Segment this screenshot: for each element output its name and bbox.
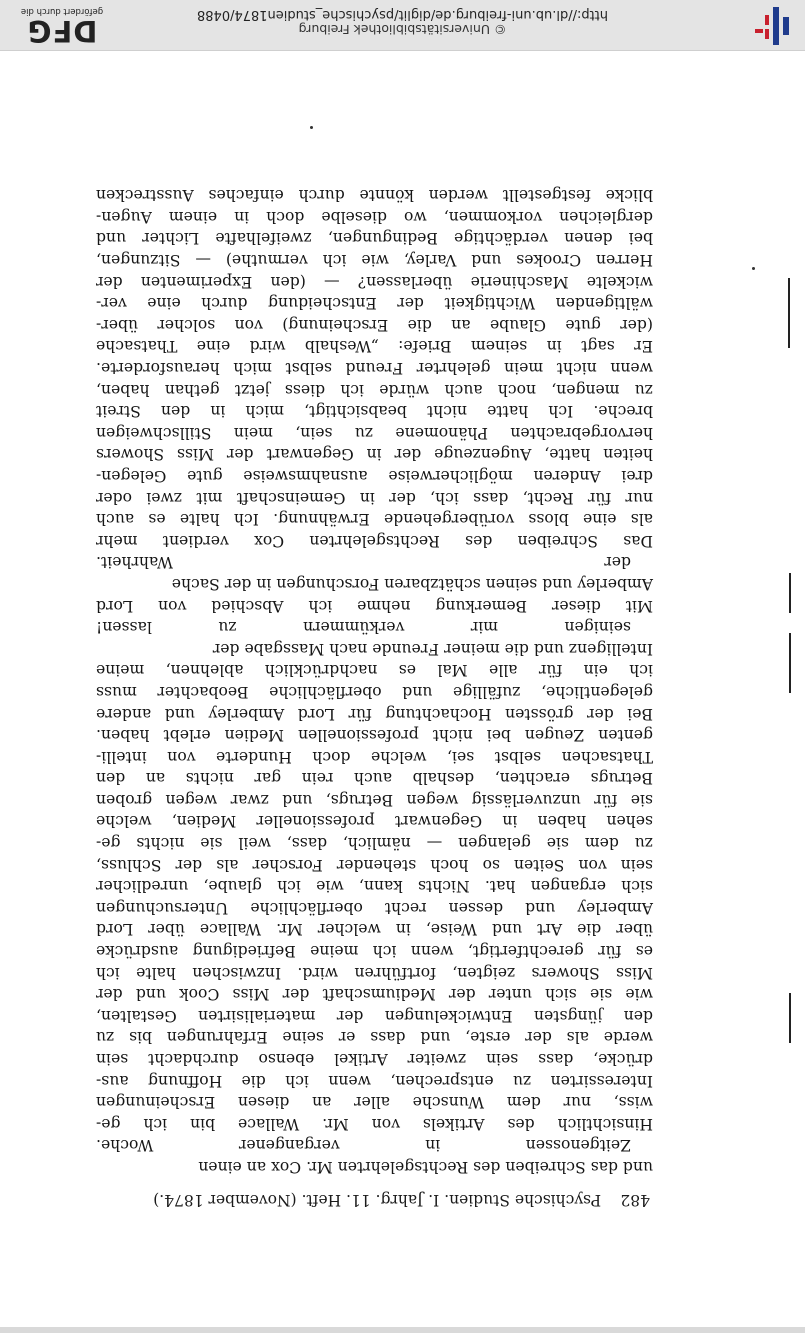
text-line: breche. Ich hatte nicht beabsichtigt, mich in den Streit <box>96 402 653 421</box>
text-line: Thatsachen selbst sei, welche doch Hunderte von intelli- <box>96 747 653 766</box>
text-line: heiten hatte, Augenzeuge der in Gegenwart der Miss Showers <box>96 445 653 464</box>
text-line: Herren Crookes und Varley, wie ich vermuthe) — Sitzungen, <box>96 251 653 270</box>
text-line: Betrugs erachten, deshalb auch rein gar nichts an den <box>96 769 653 788</box>
text-line: den jüngsten Entwickelungen der materialisirten Gestalten, <box>96 1006 653 1025</box>
text-line: sehen haben in Gegenwart professioneller Medien, welche <box>96 812 653 831</box>
text-line: dergleichen vorkommen, wo dieselbe doch in einem Augen- <box>96 207 653 226</box>
text-line: Intelligenz und die meiner Freunde nach Massgabe der <box>212 639 653 658</box>
text-line: bei denen verdächtige Bedingungen, zweifelhafte Lichter und <box>96 229 653 248</box>
text-line: genten Zeugen bei nicht professionellen Medien erlebt haben. <box>96 726 653 745</box>
university-library-logo-icon <box>751 5 795 47</box>
text-line: zu dem sie gelangen — nämlich, dass, weil sie nichts ge- <box>96 834 653 853</box>
text-line: werde als der erste, und dass er seine Erfahrungen bis zu <box>96 1028 653 1047</box>
text-line: Bei der grössten Hochachtung für Lord Amberley und andere <box>96 704 653 723</box>
dfg-logo-subtitle: gefördert durch die <box>20 6 104 16</box>
text-line: ich ein für alle Mal es nachdrücklich ablehnen, meine <box>96 661 653 680</box>
scan-speck <box>752 267 755 270</box>
text-line: Zeitgenossen in vergangener Woche. <box>96 1136 631 1155</box>
margin-mark <box>789 633 791 693</box>
text-line: drücke, dass sein zweiter Artikel ebenso durchdacht sein <box>96 1050 653 1069</box>
text-line: wickelte Maschinerie überlassen? — (den Experimenten der <box>96 272 653 291</box>
text-line: drei Anderen möglicherweise ausnahmsweise gute Gelegen- <box>96 467 653 485</box>
text-line: nur für Recht, dass ich, der in Gemeinschaft mit zwei oder <box>96 488 653 507</box>
text-line: sie für unzuverlässig wegen Betrugs, und zwar wegen groben <box>96 790 653 809</box>
text-line: blicke festgestellt werden könnte durch einfaches Ausstrecken <box>96 186 653 205</box>
scan-speck <box>310 126 313 129</box>
text-line: wie sie sich unter der Mediumschaft der Miss Cook und der <box>96 985 653 1004</box>
text-line: wenn nicht mein gelehrter Freund selbst mich herausforderte. <box>96 359 653 378</box>
running-head <box>95 1191 650 1209</box>
text-line: Er sagt in seinem Briefe: „Weshalb wird eine Thatsache <box>96 337 653 356</box>
margin-mark <box>788 278 790 348</box>
text-line: Das Schreiben des Rechtsgelehrten Cox verdient mehr <box>96 531 653 550</box>
running-title: Psychische Studien. I. Jahrg. 11. Heft. (November 1874.) <box>153 1191 602 1209</box>
margin-mark <box>789 573 791 613</box>
text-line: Interessirten zu entsprechen, wenn ich die Hoffnung aus- <box>96 1071 653 1090</box>
page-number: 482 <box>620 1191 650 1209</box>
text-line: wiss, nur dem Wunsche aller an diesen Erscheinungen <box>96 1093 653 1112</box>
text-line: Hinsichtlich des Artikels von Mr. Wallace bin ich ge- <box>96 1114 653 1133</box>
text-line: seinigen mir verkümmern zu lassen! <box>96 618 631 637</box>
library-banner <box>0 0 805 51</box>
text-line: Amberley und dessen recht oberflächliche Untersuchungen <box>96 898 653 917</box>
dfg-logo-word: DFG <box>26 14 98 48</box>
copyright-credit: © Universitätsbibliothek Freiburg <box>298 22 507 37</box>
source-url-link[interactable]: http://dl.ub.uni-freiburg.de/diglit/psychische_studien1874/0488 <box>196 7 609 22</box>
text-line: (der gute Glaube an die Erscheinung) von solcher über- <box>96 315 653 334</box>
text-line: über die Art und Weise, in welcher Mr. Wallace über Lord <box>96 920 653 939</box>
text-line: Amberley und seinen schätzbaren Forschungen in der Sache <box>171 574 653 593</box>
text-line: sich ergangen hat. Nichts kann, wie ich glaube, unredlicher <box>96 877 653 896</box>
body-text <box>96 184 653 1177</box>
text-line: wältigenden Wichtigkeit der Entscheidung durch eine ver- <box>96 294 653 313</box>
text-line: der Wahrheit. <box>96 553 631 572</box>
text-line: zu mengen, noch auch würde ich diess jetzt gethan haben, <box>96 380 653 399</box>
text-line: gelegentliche, zufällige und oberflächliche Beobachter muss <box>96 682 653 701</box>
text-line: Mit dieser Bemerkung nehme ich Abschied von Lord <box>96 596 653 615</box>
page-edge-strip <box>0 1327 805 1333</box>
text-line: sein von Seiten so hoch stehender Forscher als der Schluss, <box>96 855 653 874</box>
text-line: Miss Showers zeigten, fortführen wird. Inzwischen halte ich <box>96 963 653 982</box>
text-line: und das Schreiben des Rechtsgelehrten Mr. Cox an einen <box>198 1158 653 1176</box>
text-line: als eine bloss vorübergehende Erwähnung. Ich halte es auch <box>96 510 653 529</box>
margin-mark <box>789 993 791 1043</box>
text-line: hervorgebrachten Phänomene zu sein, mein Stillschweigen <box>96 423 653 442</box>
dfg-logo <box>20 6 104 46</box>
text-line: es für gerechtfertigt, wenn ich meine Befriedigung ausdrücke <box>96 942 653 961</box>
